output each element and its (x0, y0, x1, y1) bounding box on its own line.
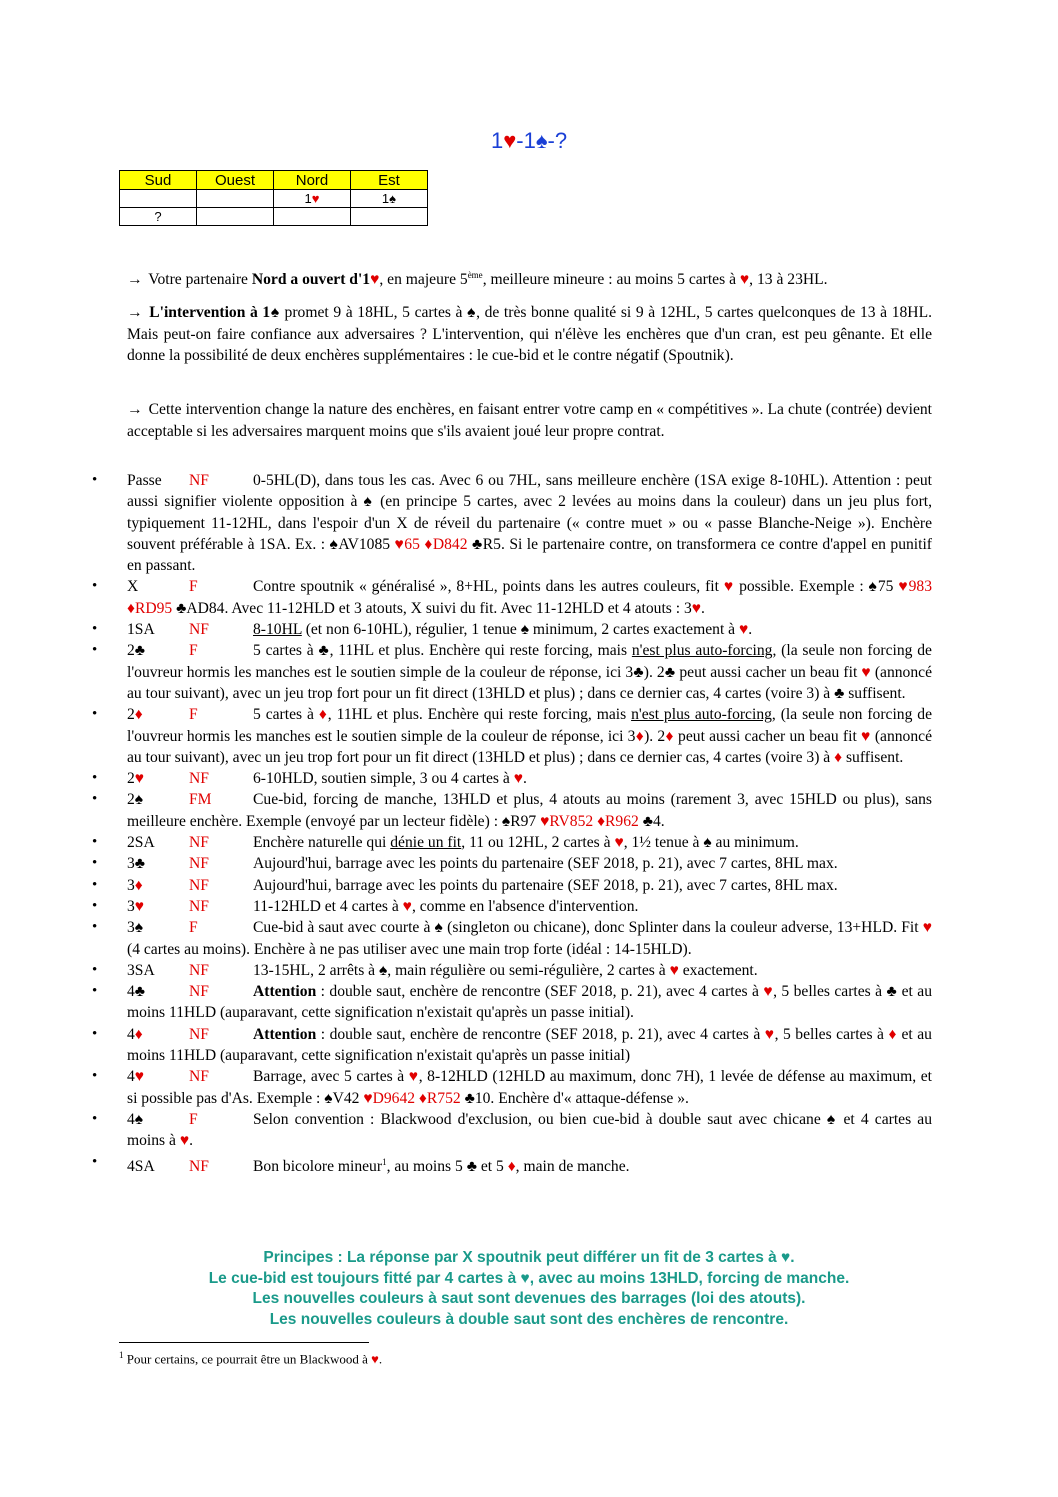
principle-line: Les nouvelles couleurs à saut sont devenues des barrages (loi des atouts). (252, 1290, 806, 1307)
intro-paragraph-3: → Cette intervention change la nature des enchères, en faisant entrer votre camp en « compétitives ». La chute (contrée) devient acceptable si les adversaires marquent moins que s'ils avaient joué leur propre contrat. (127, 401, 932, 440)
bid-item-4sa: • 4SA NF Bon bicolore mineur$^1$, au moins 5 ♣ et 5 ♦, main de manche. (92, 1153, 630, 1175)
bid-item-2c: • 2♣ F 5 cartes à ♣, 11HL et plus. Enchère qui reste forcing, mais n'est plus auto-forcing, (la seule non forcing de l'ouvreur hormis les manches est le soutien simple de la couleur de réponse, ici 3♣). 2♣ peut aussi cacher un beau fit ♥ (annoncé au tour suivant), avec un jeu trop fort pour un fit direct (13HLD et plus) ; dans ce dernier cas, 4 cartes (voire 3) à ♣ suffisent. (92, 642, 932, 702)
sud-bid: ? (120, 208, 197, 226)
page-title: 1♥-1♠-? (490, 128, 568, 153)
header-nord: Nord (274, 171, 351, 190)
bid-item-2s: • 2♠ FM Cue-bid, forcing de manche, 13HLD et plus, 4 atouts au moins (rarement 3, avec 15HLD ou plus), sans meilleure enchère. Exemple (envoyé par un lecteur fidèle) : ♠R97 ♥RV852 ♦R962 ♣4. (92, 791, 932, 830)
principle-line: Les nouvelles couleurs à double saut sont des enchères de rencontre. (269, 1310, 789, 1328)
header-sud: Sud (120, 171, 197, 190)
footnote: $^1$ Pour certains, ce pourrait être un Blackwood à ♥. (119, 1350, 383, 1367)
spade-symbol: ♠ (535, 128, 548, 153)
footnote-divider (119, 1342, 369, 1343)
bid-item-passe: • Passe NF 0-5HL(D), dans tous les cas. Avec 6 ou 7HL, sans meilleure enchère (1SA exige 8-10HL). Attention : peut aussi signifier violente opposition à ♠ (en principe 5 cartes, avec 2 levées au moins dans la couleur) dans un jeu plus fort, typiquement 11-12HL, dans l'espoir d'un X de réveil du partenaire (« contre muet » ou « passe Blanche-Neige »). Enchère souvent préférable à 1SA. Ex. : ♠AV1085 ♥65 ♦D842 ♣R5. Si le partenaire contre, on transformera ce contre d'appel en punitif en passant. (92, 472, 932, 575)
bid-item-3d: • 3♦ NF Aujourd'hui, barrage avec les points du partenaire (SEF 2018, p. 21), avec 7 cartes, 8HL max. (92, 876, 838, 894)
nord-bid: 1♥ (274, 190, 351, 208)
bid-item-2d: • 2♦ F 5 cartes à ♦, 11HL et plus. Enchère qui reste forcing, mais n'est plus auto-forcing, (la seule non forcing de l'ouvreur hormis les manches est le soutien simple de la couleur de réponse, ici 3♦). 2♦ peut aussi cacher un beau fit ♥ (annoncé au tour suivant), avec un jeu trop fort pour un fit direct (13HLD et plus) ; dans ce dernier cas, 4 cartes (voire 3) à ♦ suffisent. (92, 706, 933, 766)
header-est: Est (351, 171, 428, 190)
bid-item-2h: • 2♥ NF 6-10HLD, soutien simple, 3 ou 4 cartes à ♥. (92, 770, 527, 788)
bid-item-1sa: • 1SA NF 8-10HL (et non 6-10HL), régulier, 1 tenue ♠ minimum, 2 cartes exactement à ♥. (92, 621, 753, 639)
auction-table (119, 170, 428, 226)
intro-paragraph-2: → L'intervention à 1♠ promet 9 à 18HL, 5 cartes à ♠, de très bonne qualité si 9 à 12HL, 5 cartes quelconques de 13 à 18HL. Mais peut-on faire confiance aux adversaires ? L'intervention, qui n'élève les enchères que d'un cran, est peu gênante. Et elle donne la possibilité de deux enchères supplémentaires : le cue-bid et le contre négatif (Spoutnik). (127, 304, 932, 364)
bid-item-x: • X F Contre spoutnik « généralisé », 8+HL, points dans les autres couleurs, fit ♥ possible. Exemple : ♠75 ♥983 ♦RD95 ♣AD84. Avec 11-12HLD et 3 atouts, X suivi du fit. Avec 11-12HLD et 4 atouts : 3♥. (92, 578, 933, 617)
bid-item-4d: • 4♦ NF Attention : double saut, enchère de rencontre (SEF 2018, p. 21), avec 4 cartes à ♥, 5 belles cartes à ♦ et au moins 11HLD (auparavant, cette signification n'existait qu'après un passe initial) (92, 1025, 932, 1065)
bid-item-4s: • 4♠ F Selon convention : Blackwood d'exclusion, ou bien cue-bid à double saut avec chicane ♠ et 4 cartes au moins à ♥. (92, 1110, 932, 1150)
heart-symbol: ♥ (503, 128, 517, 153)
bid-item-3s: • 3♠ F Cue-bid à saut avec courte à ♠ (singleton ou chicane), donc Splinter dans la couleur adverse, 13+HLD. Fit ♥ (4 cartes au moins). Enchère à ne pas utiliser avec une main trop forte (idéal : 14-15HLD). (92, 919, 932, 958)
intro-paragraph-1: → Votre partenaire Nord a ouvert d'1♥, en majeure 5ème, meilleure mineure : au moins 5 cartes à ♥, 13 à 23HL. (127, 270, 828, 289)
principles-box (0, 1248, 1058, 1330)
bids-list (90, 470, 932, 1177)
bid-item-3c: • 3♣ NF Aujourd'hui, barrage avec les points du partenaire (SEF 2018, p. 21), avec 7 cartes, 8HL max. (92, 855, 838, 873)
principle-line: Le cue-bid est toujours fitté par 4 cartes à ♥, avec au moins 13HLD, forcing de manche. (208, 1269, 850, 1287)
bid-item-4h: • 4♥ NF Barrage, avec 5 cartes à ♥, 8-12HLD (12HLD au maximum, donc 7H), 1 levée de défense au maximum, et si possible pas d'As. Exemple : ♠V42 ♥D9642 ♦R752 ♣10. Enchère d'« attaque-défense ». (92, 1068, 932, 1107)
est-bid: 1♠ (351, 190, 428, 208)
bid-item-3h: • 3♥ NF 11-12HLD et 4 cartes à ♥, comme en l'absence d'intervention. (92, 897, 639, 915)
header-ouest: Ouest (197, 171, 274, 190)
principle-line: Principes : La réponse par X spoutnik peut différer un fit de 3 cartes à ♥. (263, 1249, 795, 1266)
bid-item-3sa: • 3SA NF 13-15HL, 2 arrêts à ♠, main régulière ou semi-régulière, 2 cartes à ♥ exactement. (92, 961, 758, 979)
bid-item-4c: • 4♣ NF Attention : double saut, enchère de rencontre (SEF 2018, p. 21), avec 4 cartes à ♥, 5 belles cartes à ♣ et au moins 11HLD (auparavant, cette signification n'existait qu'après un passe initial). (92, 983, 932, 1022)
bid-item-2sa: • 2SA NF Enchère naturelle qui dénie un fit, 11 ou 12HL, 2 cartes à ♥, 1½ tenue à ♠ au minimum. (92, 834, 799, 852)
